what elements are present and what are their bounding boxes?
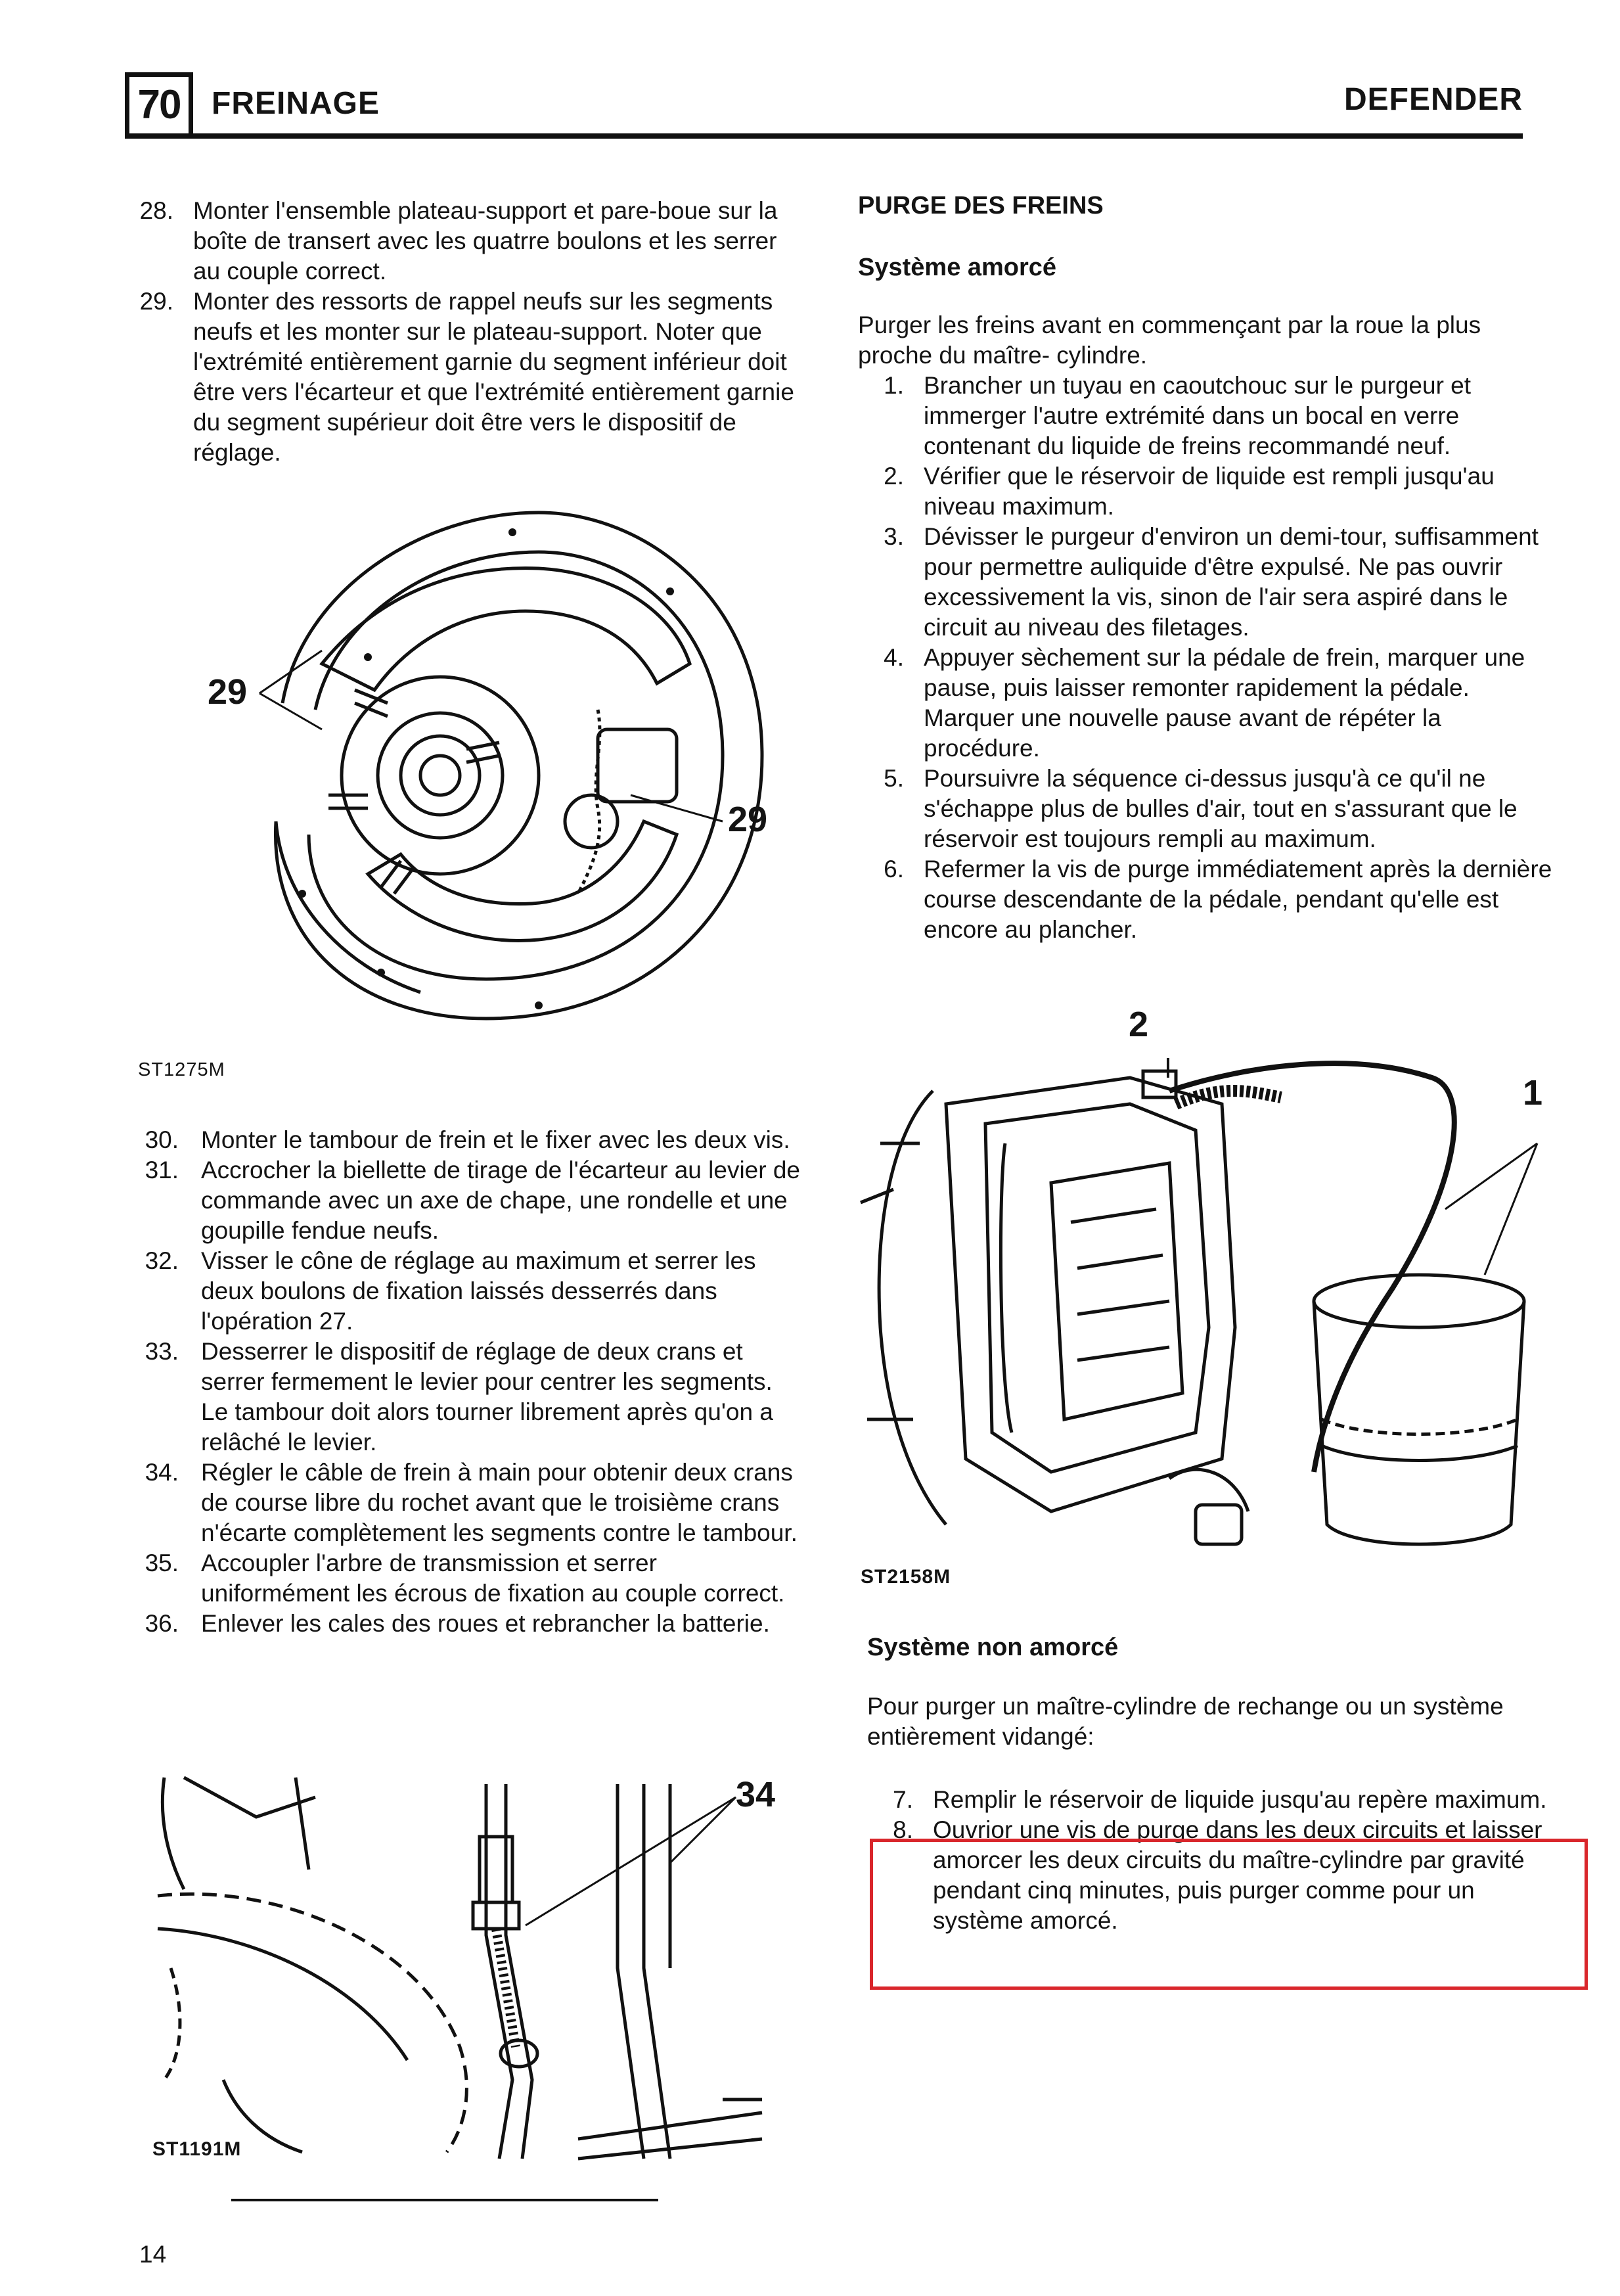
callout-29-left: 29: [208, 672, 248, 712]
callout-2: 2: [1129, 1005, 1149, 1044]
callout-1: 1: [1523, 1073, 1543, 1113]
list-item: 30. Monter le tambour de frein et le fixer avec les deux vis.: [145, 1126, 790, 1153]
header-rule: [125, 133, 1523, 139]
model-title: DEFENDER: [1343, 82, 1523, 117]
handbrake-cable-figure: [145, 1771, 808, 2165]
caliper-bleed-figure: [854, 1051, 1564, 1564]
list-item: 4. Appuyer sèchement sur la pédale de frein, marquer une pause, puis laisser remonter rapidement la pédale. Marquer une nouvelle pause avant de répéter la procédure.: [884, 644, 1525, 762]
section-heading: PURGE DES FREINS: [858, 192, 1104, 219]
list-item: 6. Refermer la vis de purge immédiatement après la dernière course descendante de la pédale, pendant qu'elle est encore au plancher.: [884, 856, 1552, 943]
list-item: 34. Régler le câble de frein à main pour obtenir deux crans de course libre du rochet avant que le troisième crans n'écarte complètement les segments contre le tambour.: [145, 1459, 798, 1546]
list-item: 33. Desserrer le dispositif de réglage de deux crans et serrer fermement le levier pour centrer les segments. Le tambour doit alors tourner librement après qu'on a relâché le levier.: [145, 1338, 773, 1456]
section-number: 70: [137, 82, 181, 127]
subsection-heading: Système non amorcé: [867, 1634, 1119, 1661]
left-steps-bottom: [138, 1125, 801, 1639]
left-steps-top: [138, 196, 795, 468]
callout-29-right: 29: [728, 800, 768, 839]
list-item: 3. Dévisser le purgeur d'environ un demi-tour, suffisamment pour permettre auliquide d'être expulsé. Ne pas ouvrir excessivement la vis, sinon de l'air sera aspiré dans le circuit au niveau des filetages.: [884, 523, 1539, 641]
drum-brake-figure: [171, 493, 795, 1051]
callout-34: 34: [736, 1775, 776, 1814]
intro-paragraph: Purger les freins avant en commençant par la roue la plus proche du maître- cylindre.: [858, 311, 1481, 369]
list-item: 2. Vérifier que le réservoir de liquide est rempli jusqu'au niveau maximum.: [884, 463, 1495, 520]
figure-label: ST1275M: [138, 1059, 225, 1080]
highlight-box: [870, 1839, 1588, 1990]
list-item: 28. Monter l'ensemble plateau-support et pare-boue sur la boîte de transert avec les quatrre boulons et les serrer au couple correct.: [139, 197, 778, 285]
list-item: 5. Poursuivre la séquence ci-dessus jusqu'à ce qu'il ne s'échappe plus de bulles d'air, tout en s'assurant que le réservoir est toujours rempli au maximum.: [884, 765, 1518, 852]
bleed-steps: [858, 371, 1554, 945]
footer-rule: [231, 2199, 658, 2201]
intro-paragraph: Pour purger un maître-cylindre de rechange ou un système entièrement vidangé:: [867, 1693, 1504, 1750]
section-number-box: [125, 72, 193, 138]
subsection-heading: Système amorcé: [858, 254, 1057, 281]
figure-label: ST2158M: [861, 1566, 951, 1588]
list-item: 31. Accrocher la biellette de tirage de l'écarteur au levier de commande avec un axe de chape, une rondelle et une goupille fendue neufs.: [145, 1157, 801, 1244]
list-item: 32. Visser le cône de réglage au maximum et serrer les deux boulons de fixation laissés desserrés dans l'opération 27.: [145, 1247, 756, 1335]
figure-label: ST1191M: [152, 2138, 242, 2160]
list-item: 8. Ouvrior une vis de purge dans les deux circuits et laisser amorcer les deux circuits du maître-cylindre par gravité pendant cinq minutes, puis purger comme pour un système amorcé.: [893, 1816, 1542, 1934]
list-item: 36. Enlever les cales des roues et rebrancher la batterie.: [145, 1610, 770, 1637]
page-number: 14: [139, 2241, 167, 2268]
list-item: 7. Remplir le réservoir de liquide jusqu'au repère maximum.: [893, 1786, 1547, 1813]
list-item: 35. Accoupler l'arbre de transmission et serrer uniformément les écrous de fixation au couple correct.: [145, 1550, 785, 1607]
list-item: 1. Brancher un tuyau en caoutchouc sur le purgeur et immerger l'autre extrémité dans un bocal en verre contenant du liquide de freins recommandé neuf.: [884, 372, 1472, 459]
section-title: FREINAGE: [212, 86, 380, 121]
list-item: 29. Monter des ressorts de rappel neufs sur les segments neufs et les monter sur le plateau-support. Noter que l'extrémité entièrement garnie du segment inférieur doit être vers l'écarteur et que l'extrémité entièrement garnie du segment supérieur doit être vers le dispositif de réglage.: [139, 288, 794, 466]
